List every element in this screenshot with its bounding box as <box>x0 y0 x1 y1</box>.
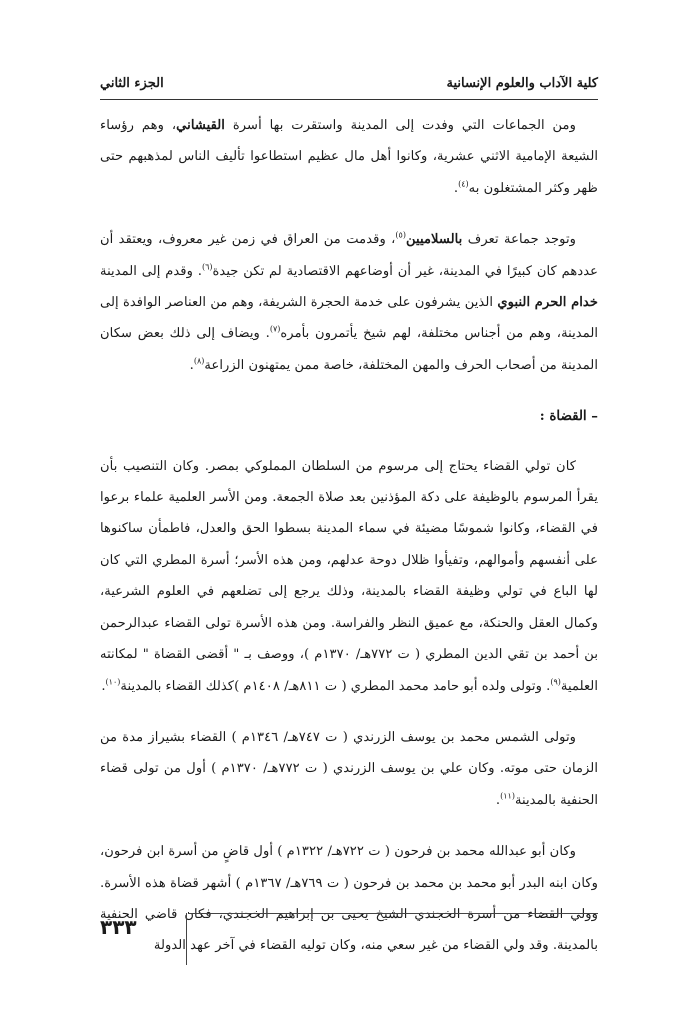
footnote-ref[interactable]: (١٠) <box>105 677 121 687</box>
bold-term: خدام الحرم النبوي <box>497 295 599 311</box>
section-heading-judges: – القضاة : <box>539 408 598 425</box>
page-header <box>100 66 598 100</box>
footnote-ref[interactable]: (٨) <box>193 356 205 366</box>
footnote-ref[interactable]: (٤) <box>458 179 469 189</box>
footer-divider <box>186 913 187 965</box>
paragraph-qayshani: ومن الجماعات التي وفدت إلى المدينة واستقرت بها أسرة القيشاني، وهم رؤساء الشيعة الإمامية الاثني عشرية، وكانوا أهل مال عظيم استطاعوا تأليف الناس لمذهبهم حتى ظهر وكثر المشتغلون به$^{(٤)}$. <box>100 118 598 196</box>
footnote-ref[interactable]: (٦) <box>201 262 213 272</box>
footnote-ref[interactable]: (٧) <box>269 325 281 335</box>
footnote-ref[interactable]: (٥) <box>395 230 406 240</box>
paragraph-salamiyyin: وتوجد جماعة تعرف بالسلاميين$^{(٥)}$، وقدمت من العراق في زمن غير معروف، ويعتقد أن عددهم كان كبيرًا في المدينة، غير أن أوضاعهم الاقتصادية لم تكن جيدة$^{(٦)}$. وقدم إلى المدينة خدام الحرم النبوي الذين يشرفون على خدمة الحجرة الشريفة، وهم من العناصر الوافدة إلى المدينة، وهم من أجناس مختلفة، لهم شيخ يأتمرون بأمره$^{(٧)}$. ويضاف إلى ذلك بعض سكان المدينة من أصحاب الحرف والمهن المختلفة، خاصة ممن يمتهنون الزراعة$^{(٨)}$. <box>100 230 599 373</box>
footnote-ref[interactable]: (١١) <box>500 791 515 801</box>
page-body <box>100 110 598 982</box>
footer-rule <box>188 913 598 914</box>
faculty-title: كلية الآداب والعلوم الإنسانية <box>446 76 598 91</box>
bold-term: القيشاني <box>176 118 225 133</box>
volume-title: الجزء الثاني <box>100 76 164 91</box>
bold-term: بالسلاميين <box>405 232 463 248</box>
header-rule <box>100 99 598 100</box>
footnote-ref[interactable]: (٩) <box>550 677 561 687</box>
page-number: ٣٣٣ <box>100 915 137 939</box>
paragraph-zarandi: وتولى الشمس محمد بن يوسف الزرندي ( ت ٧٤٧هـ/ ١٣٤٦م ) القضاء بشيراز مدة من الزمان حتى موته. وكان علي بن يوسف الزرندي ( ت ٧٧٢هـ/ ١٣٧٠م ) أول من تولى قضاء الحنفية بالمدينة$^{(١١)}$. <box>100 729 598 808</box>
paragraph-farhun: وكان أبو عبدالله محمد بن فرحون ( ت ٧٢٢هـ/ ١٣٢٢م ) أول قاضٍ من أسرة ابن فرحون، وكان ابنه البدر أبو محمد بن محمد بن فرحون ( ت ٧٦٩هـ/ ١٣٦٧م ) أشهر قضاة هذه الأسرة. وولي القضاء من أسرة الخجندي الشيخ يحيى بن إبراهيم الخجندي، فكان قاضي الحنفية بالمدينة. وقد ولي القضاء من غير سعي منه، وكان توليه القضاء في آخر عهد الدولة <box>100 844 598 954</box>
paragraph-judiciary: كان تولي القضاء يحتاج إلى مرسوم من السلطان المملوكي بمصر. وكان التنصيب بأن يقرأ المرسوم بالوظيفة على دكة المؤذنين بعد صلاة الجمعة. ومن الأسر العلمية علماء برعوا في القضاء، وكانوا شموسًا مضيئة في سماء المدينة بسطوا الحق والعدل، فاطمأن ساكنوها على أنفسهم وأموالهم، وتفيأوا ظلال دوحة عدلهم، ومن هذه الأسر؛ أسرة المطري التي كان لها الباع في تولي وظيفة القضاء بالمدينة، وذلك يرجع إلى تضلعهم في العلوم الشرعية، وكمال العقل والحنكة، مع عميق النظر والفراسة. ومن هذه الأسرة تولى القضاء عبدالرحمن بن أحمد بن تقي الدين المطري ( ت ٧٧٢هـ/ ١٣٧٠م )، ووصف بـ " أقضى القضاة " لمكانته العلمية$^{(٩)}$. وتولى ولده أبو حامد محمد المطري ( ت ٨١١هـ/ ١٤٠٨م )كذلك القضاء بالمدينة$^{(١٠)}$. <box>100 458 598 694</box>
